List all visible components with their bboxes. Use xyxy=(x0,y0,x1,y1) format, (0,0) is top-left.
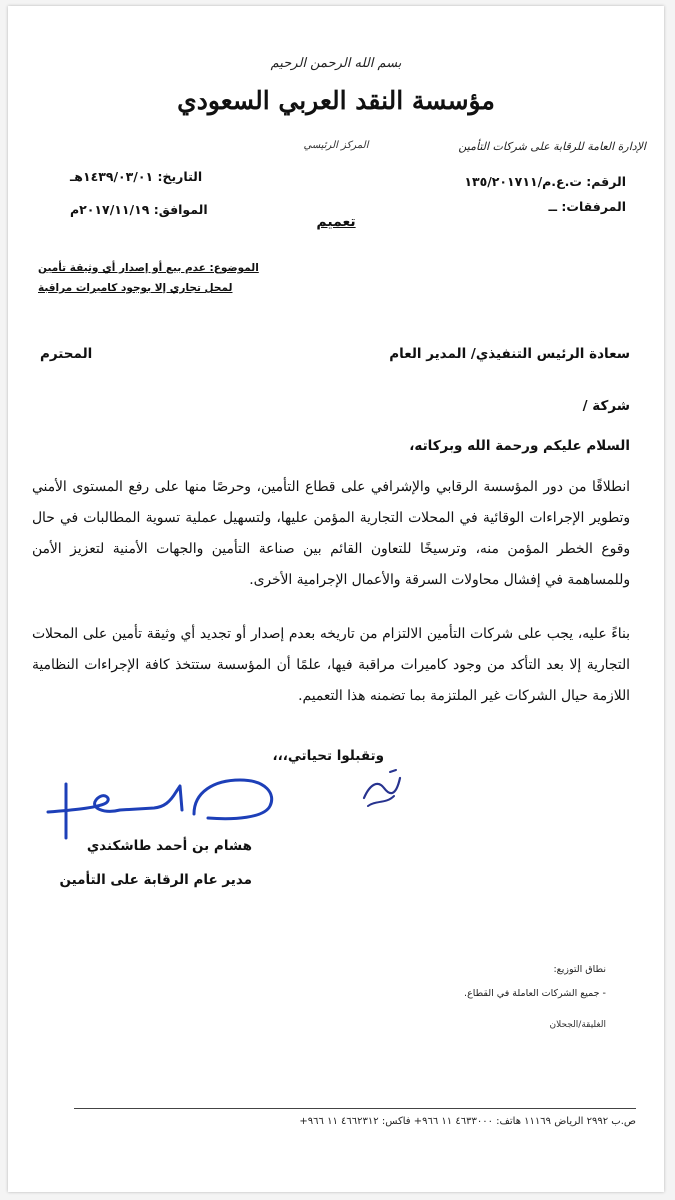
subject-line-2: لمحل تجاري إلا بوجود كاميرات مراقبة xyxy=(38,282,233,294)
date-hijri: التاريخ: ١٤٣٩/٠٣/٠١هـ xyxy=(70,169,203,184)
distribution-title: نطاق التوزيع: xyxy=(553,964,606,975)
reference-initials: الغليقة/الجحلان xyxy=(549,1020,606,1030)
signatory-name: هشام بن أحمد طاشكندي xyxy=(86,838,252,854)
department-name: الإدارة العامة للرقابة على شركات التأمين xyxy=(458,140,646,153)
date-gregorian: الموافق: ٢٠١٧/١١/١٩م xyxy=(70,202,208,217)
document-type: تعميم xyxy=(316,214,356,230)
stamp-mark xyxy=(356,766,408,812)
org-subtitle: المركز الرئيسي xyxy=(303,140,369,151)
company-line: شركة / xyxy=(582,398,630,414)
greeting: السلام عليكم ورحمة الله وبركاته، xyxy=(409,438,630,454)
letter-page xyxy=(8,6,664,1192)
footer-divider xyxy=(74,1108,636,1109)
subject-line-1: الموضوع: عدم بيع أو إصدار أي وثيقة تأمين xyxy=(38,262,259,274)
body-paragraph-1: انطلاقًا من دور المؤسسة الرقابي والإشرافي على قطاع التأمين، وحرصًا منها على رفع المستوى الأمني وتطوير الإجراءات الوقائية في المحلات التجارية المؤمن عليها، ولتسهيل عملية تسوية المطالبات في حال وقوع الخطر المؤمن منه، وترسيخًا للتعاون القائم بين صناعة التأمين والجهات الأمنية لتعزيز الأمن وللمساهمة في إفشال محاولات السرقة والأعمال الإجرامية الأخرى. xyxy=(32,479,630,588)
attachments: المرفقات: ــ xyxy=(548,199,626,214)
signatory-title: مدير عام الرقابة على التأمين xyxy=(59,872,252,888)
distribution-item: - جميع الشركات العاملة في القطاع. xyxy=(464,988,606,999)
basmala: بسم الله الرحمن الرحيم xyxy=(270,56,402,71)
org-name: مؤسسة النقد العربي السعودي xyxy=(177,86,495,115)
closing: وتقبلوا تحياتي،،، xyxy=(272,748,384,764)
addressee: سعادة الرئيس التنفيذي/ المدير العام xyxy=(389,346,630,362)
honorific: المحترم xyxy=(40,346,93,362)
body-paragraph-2: بناءً عليه، يجب على شركات التأمين الالتزام من تاريخه بعدم إصدار أو تجديد أي وثيقة تأمين على المحلات التجارية إلا بعد التأكد من وجود كاميرات مراقبة فيها، علمًا أن المؤسسة ستتخذ كافة الإجراءات النظامية اللازمة حيال الشركات غير الملتزمة بما تضمنه هذا التعميم. xyxy=(32,626,630,704)
reference-number: الرقم: ت.ع.م/١٣٥/٢٠١٧١١ xyxy=(464,174,626,189)
footer-contact: ص.ب ٢٩٩٢ الرياض ١١١٦٩ هاتف: ٤٦٣٣٠٠٠ ١١ ٩٦٦+ فاكس: ٤٦٦٢٣١٢ ١١ ٩٦٦+ xyxy=(299,1116,636,1127)
